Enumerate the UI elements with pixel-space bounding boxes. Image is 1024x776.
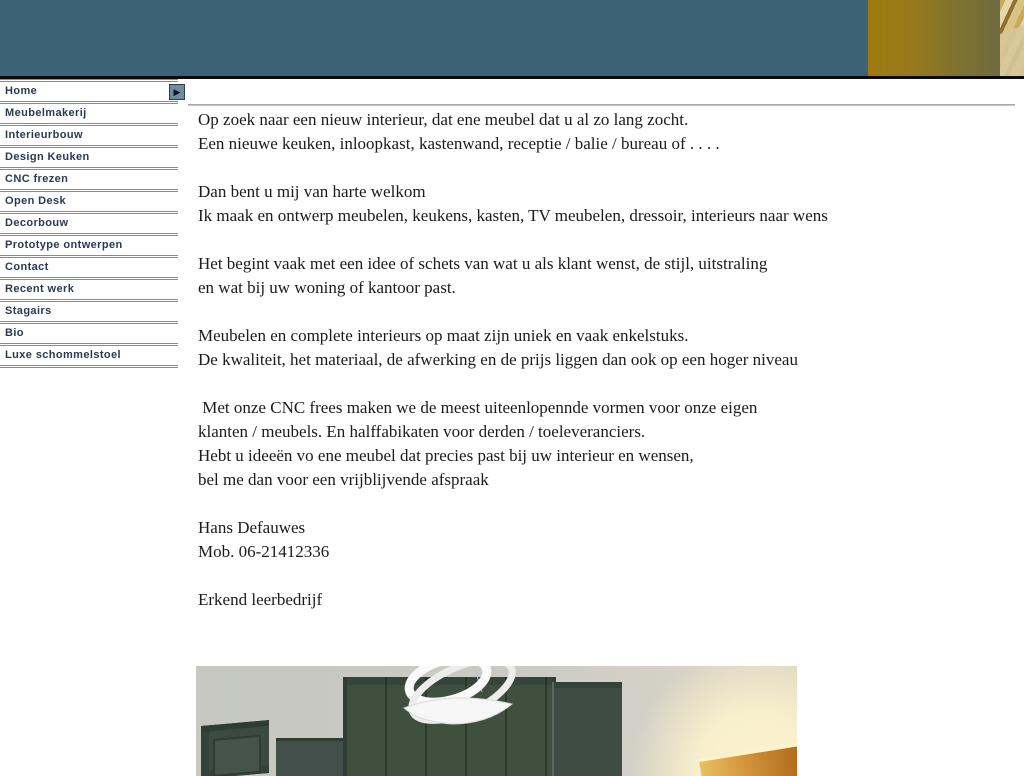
header-banner	[0, 0, 1024, 76]
content-divider	[188, 104, 1015, 106]
sidebar-item[interactable]	[0, 346, 178, 368]
sidebar-item[interactable]	[0, 82, 181, 104]
sidebar-item-label: Luxe schommelstoel	[5, 349, 122, 361]
text-line: Mob. 06-21412336	[198, 542, 330, 561]
sidebar-item-label: Recent werk	[5, 283, 75, 295]
sidebar-item-label: Interieurbouw	[5, 129, 83, 141]
sidebar-item[interactable]	[0, 258, 178, 280]
text-line: klanten / meubels. En halffabikaten voor derden / toeleveranciers.	[198, 422, 646, 441]
sidebar-item-label: CNC frezen	[5, 173, 69, 185]
text-line	[198, 564, 1018, 588]
text-line: Erkend leerbedrijf	[198, 590, 323, 609]
sidebar-item[interactable]	[0, 170, 178, 192]
sidebar-item[interactable]	[0, 214, 178, 236]
header-gold-accent	[868, 0, 1000, 76]
text-line: Op zoek naar een nieuw interieur, dat ene meubel dat u al zo lang zocht.	[198, 110, 689, 129]
sidebar-item-label: Stagairs	[5, 305, 52, 317]
sidebar-item-label: Contact	[5, 261, 49, 273]
pendant-lamp	[386, 666, 526, 736]
text-line: De kwaliteit, het materiaal, de afwerking en de prijs liggen dan ook op een hoger niveau	[198, 350, 798, 369]
sidebar-item[interactable]	[0, 126, 178, 148]
text-line	[198, 300, 1018, 324]
sidebar-item-label: Design Keuken	[5, 151, 90, 163]
text-line	[198, 228, 1018, 252]
sidebar-item-label: Prototype ontwerpen	[5, 239, 123, 251]
sidebar-item[interactable]	[0, 302, 178, 324]
active-arrow-icon: ▶	[169, 84, 185, 100]
sidebar-item[interactable]	[0, 192, 178, 214]
text-line: Meubelen en complete interieurs op maat zijn uniek en vaak enkelstuks.	[198, 326, 689, 345]
sidebar-item-label: Decorbouw	[5, 217, 69, 229]
text-line	[198, 156, 1018, 180]
sidebar-item-label: Home	[5, 85, 38, 97]
sidebar-item[interactable]	[0, 324, 178, 346]
sidebar-item-label: Meubelmakerij	[5, 107, 87, 119]
photo-right-cabinet	[552, 682, 622, 776]
sidebar-item[interactable]	[0, 236, 178, 258]
interior-photo	[196, 666, 797, 776]
text-line: Dan bent u mij van harte welkom	[198, 182, 426, 201]
text-line: Een nieuwe keuken, inloopkast, kastenwand, receptie / balie / bureau of . . . .	[198, 134, 720, 153]
sidebar-item-label: Open Desk	[5, 195, 67, 207]
text-line: Hans Defauwes	[198, 518, 306, 537]
sidebar-item[interactable]	[0, 280, 178, 302]
text-line	[198, 372, 1018, 396]
sidebar-item[interactable]	[0, 104, 178, 126]
text-line: Ik maak en ontwerp meubelen, keukens, kasten, TV meubelen, dressoir, interieurs naar wens	[198, 206, 828, 225]
text-line: bel me dan voor een vrijblijvende afspraak	[198, 470, 489, 489]
text-line: en wat bij uw woning of kantoor past.	[198, 278, 456, 297]
photo-low-cabinet	[276, 738, 344, 776]
text-line: Hebt u ideeën vo ene meubel dat precies past bij uw interieur en wensen,	[198, 446, 694, 465]
header-wood-photo	[1000, 0, 1024, 76]
sidebar-nav	[0, 79, 181, 368]
text-line	[198, 492, 1018, 516]
text-line: Met onze CNC frees maken we de meest uiteenlopennde vormen voor onze eigen	[198, 398, 758, 417]
intro-text	[198, 108, 1018, 612]
sidebar-item-label: Bio	[5, 327, 24, 339]
text-line: Het begint vaak met een idee of schets van wat u als klant wenst, de stijl, uitstraling	[198, 254, 768, 273]
sidebar-item[interactable]	[0, 148, 178, 170]
